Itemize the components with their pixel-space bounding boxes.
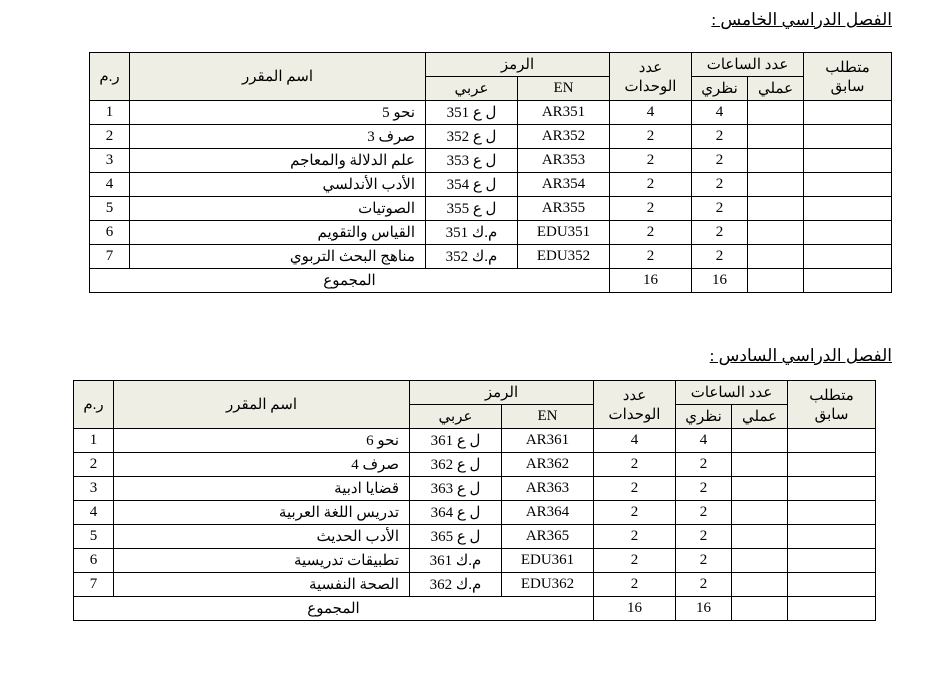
cell-prereq [804, 101, 892, 125]
cell-units: 2 [610, 245, 692, 269]
cell-theory: 4 [676, 429, 732, 453]
cell-practice [732, 477, 788, 501]
header-row-top [74, 381, 876, 405]
cell-practice [732, 501, 788, 525]
cell-code-en: AR352 [518, 125, 610, 149]
total-practice [732, 597, 788, 621]
cell-course-name: الصوتيات [130, 197, 426, 221]
cell-practice [748, 173, 804, 197]
cell-rm: 5 [74, 525, 114, 549]
total-units: 16 [610, 269, 692, 293]
header-course-name: اسم المقرر [130, 53, 426, 101]
total-practice [748, 269, 804, 293]
cell-code-ar: ل ع 353 [426, 149, 518, 173]
table-header [74, 381, 876, 429]
total-label: المجموع [74, 597, 594, 621]
cell-rm: 7 [90, 245, 130, 269]
header-hours-group: عدد الساعات [676, 381, 788, 405]
table-row [90, 221, 892, 245]
cell-prereq [788, 573, 876, 597]
header-code-ar: عربي [426, 77, 518, 101]
cell-units: 2 [594, 477, 676, 501]
table-row [74, 501, 876, 525]
header-code-en: EN [502, 405, 594, 429]
cell-code-en: EDU351 [518, 221, 610, 245]
cell-code-ar: ل ع 355 [426, 197, 518, 221]
header-hours-group: عدد الساعات [692, 53, 804, 77]
header-practice: عملي [732, 405, 788, 429]
cell-prereq [804, 221, 892, 245]
cell-practice [732, 549, 788, 573]
cell-prereq [804, 149, 892, 173]
header-code-en: EN [518, 77, 610, 101]
cell-code-ar: ل ع 364 [410, 501, 502, 525]
table-row [90, 125, 892, 149]
cell-theory: 2 [676, 477, 732, 501]
table-body [90, 101, 892, 293]
cell-course-name: تطبيقات تدريسية [114, 549, 410, 573]
cell-rm: 2 [90, 125, 130, 149]
cell-theory: 2 [676, 453, 732, 477]
header-theory: نظري [676, 405, 732, 429]
header-code-ar: عربي [410, 405, 502, 429]
cell-code-en: AR351 [518, 101, 610, 125]
cell-practice [748, 149, 804, 173]
header-rm: ر.م [74, 381, 114, 429]
cell-course-name: قضايا ادبية [114, 477, 410, 501]
cell-code-ar: ل ع 363 [410, 477, 502, 501]
cell-units: 2 [594, 573, 676, 597]
cell-code-en: AR361 [502, 429, 594, 453]
cell-course-name: الأدب الحديث [114, 525, 410, 549]
cell-code-en: AR362 [502, 453, 594, 477]
cell-code-ar: ل ع 361 [410, 429, 502, 453]
cell-rm: 3 [90, 149, 130, 173]
cell-practice [748, 125, 804, 149]
cell-units: 2 [610, 149, 692, 173]
cell-prereq [788, 453, 876, 477]
total-label: المجموع [90, 269, 610, 293]
cell-units: 2 [610, 221, 692, 245]
cell-practice [748, 197, 804, 221]
table-body [74, 429, 876, 621]
cell-theory: 2 [676, 573, 732, 597]
cell-prereq [788, 501, 876, 525]
cell-practice [732, 453, 788, 477]
cell-course-name: الصحة النفسية [114, 573, 410, 597]
cell-code-ar: م.ك 362 [410, 573, 502, 597]
cell-code-ar: ل ع 351 [426, 101, 518, 125]
cell-theory: 2 [692, 149, 748, 173]
cell-code-ar: ل ع 365 [410, 525, 502, 549]
cell-code-ar: م.ك 352 [426, 245, 518, 269]
cell-course-name: تدريس اللغة العربية [114, 501, 410, 525]
cell-rm: 4 [74, 501, 114, 525]
cell-units: 2 [610, 173, 692, 197]
total-prereq [788, 597, 876, 621]
cell-rm: 3 [74, 477, 114, 501]
header-code-group: الرمز [410, 381, 594, 405]
cell-practice [748, 221, 804, 245]
cell-code-ar: ل ع 362 [410, 453, 502, 477]
cell-practice [748, 245, 804, 269]
cell-prereq [788, 549, 876, 573]
cell-prereq [788, 525, 876, 549]
table-row [74, 477, 876, 501]
cell-rm: 5 [90, 197, 130, 221]
total-prereq [804, 269, 892, 293]
cell-practice [732, 525, 788, 549]
cell-units: 2 [610, 197, 692, 221]
cell-theory: 2 [676, 501, 732, 525]
cell-practice [748, 101, 804, 125]
cell-theory: 4 [692, 101, 748, 125]
cell-units: 2 [610, 125, 692, 149]
cell-code-en: EDU362 [502, 573, 594, 597]
semester-five-heading: الفصل الدراسي الخامس : [711, 10, 892, 29]
header-code-group: الرمز [426, 53, 610, 77]
cell-code-ar: ل ع 352 [426, 125, 518, 149]
cell-rm: 7 [74, 573, 114, 597]
table-row [90, 197, 892, 221]
cell-code-ar: م.ك 351 [426, 221, 518, 245]
cell-course-name: مناهج البحث التربوي [130, 245, 426, 269]
header-units: عدد الوحدات [610, 53, 692, 101]
cell-practice [732, 429, 788, 453]
cell-units: 2 [594, 501, 676, 525]
semester-six-heading: الفصل الدراسي السادس : [709, 346, 892, 365]
cell-course-name: صرف 3 [130, 125, 426, 149]
cell-code-ar: م.ك 361 [410, 549, 502, 573]
cell-rm: 1 [90, 101, 130, 125]
cell-units: 2 [594, 453, 676, 477]
cell-units: 2 [594, 525, 676, 549]
header-prereq: متطلب سابق [788, 381, 876, 429]
cell-prereq [804, 173, 892, 197]
cell-rm: 6 [90, 221, 130, 245]
total-theory: 16 [692, 269, 748, 293]
table-row [74, 453, 876, 477]
table-row [74, 429, 876, 453]
cell-prereq [804, 197, 892, 221]
cell-prereq [788, 429, 876, 453]
cell-units: 4 [610, 101, 692, 125]
cell-code-en: AR354 [518, 173, 610, 197]
cell-rm: 6 [74, 549, 114, 573]
cell-code-ar: ل ع 354 [426, 173, 518, 197]
cell-course-name: علم الدلالة والمعاجم [130, 149, 426, 173]
table-row [74, 525, 876, 549]
semester-five-table [89, 52, 892, 293]
cell-code-en: EDU352 [518, 245, 610, 269]
cell-course-name: الأدب الأندلسي [130, 173, 426, 197]
cell-code-en: AR353 [518, 149, 610, 173]
cell-theory: 2 [692, 221, 748, 245]
cell-code-en: EDU361 [502, 549, 594, 573]
cell-prereq [788, 477, 876, 501]
cell-theory: 2 [676, 525, 732, 549]
total-units: 16 [594, 597, 676, 621]
cell-rm: 4 [90, 173, 130, 197]
cell-units: 4 [594, 429, 676, 453]
cell-practice [732, 573, 788, 597]
table-header [90, 53, 892, 101]
table-row [90, 149, 892, 173]
cell-course-name: صرف 4 [114, 453, 410, 477]
cell-theory: 2 [676, 549, 732, 573]
cell-rm: 1 [74, 429, 114, 453]
semester-six-heading-wrap [0, 346, 940, 366]
cell-code-en: AR355 [518, 197, 610, 221]
cell-prereq [804, 125, 892, 149]
table-row [74, 573, 876, 597]
table-row [90, 173, 892, 197]
cell-code-en: AR364 [502, 501, 594, 525]
cell-theory: 2 [692, 245, 748, 269]
total-row [90, 269, 892, 293]
cell-theory: 2 [692, 125, 748, 149]
cell-course-name: نحو 5 [130, 101, 426, 125]
header-course-name: اسم المقرر [114, 381, 410, 429]
total-row [74, 597, 876, 621]
cell-code-en: AR363 [502, 477, 594, 501]
table-row [90, 245, 892, 269]
cell-course-name: نحو 6 [114, 429, 410, 453]
header-theory: نظري [692, 77, 748, 101]
total-theory: 16 [676, 597, 732, 621]
cell-units: 2 [594, 549, 676, 573]
cell-rm: 2 [74, 453, 114, 477]
semester-six-table [73, 380, 876, 621]
table-row [90, 101, 892, 125]
header-row-top [90, 53, 892, 77]
header-units: عدد الوحدات [594, 381, 676, 429]
cell-code-en: AR365 [502, 525, 594, 549]
cell-theory: 2 [692, 173, 748, 197]
header-prereq: متطلب سابق [804, 53, 892, 101]
cell-course-name: القياس والتقويم [130, 221, 426, 245]
header-rm: ر.م [90, 53, 130, 101]
table-row [74, 549, 876, 573]
header-practice: عملي [748, 77, 804, 101]
cell-prereq [804, 245, 892, 269]
cell-theory: 2 [692, 197, 748, 221]
